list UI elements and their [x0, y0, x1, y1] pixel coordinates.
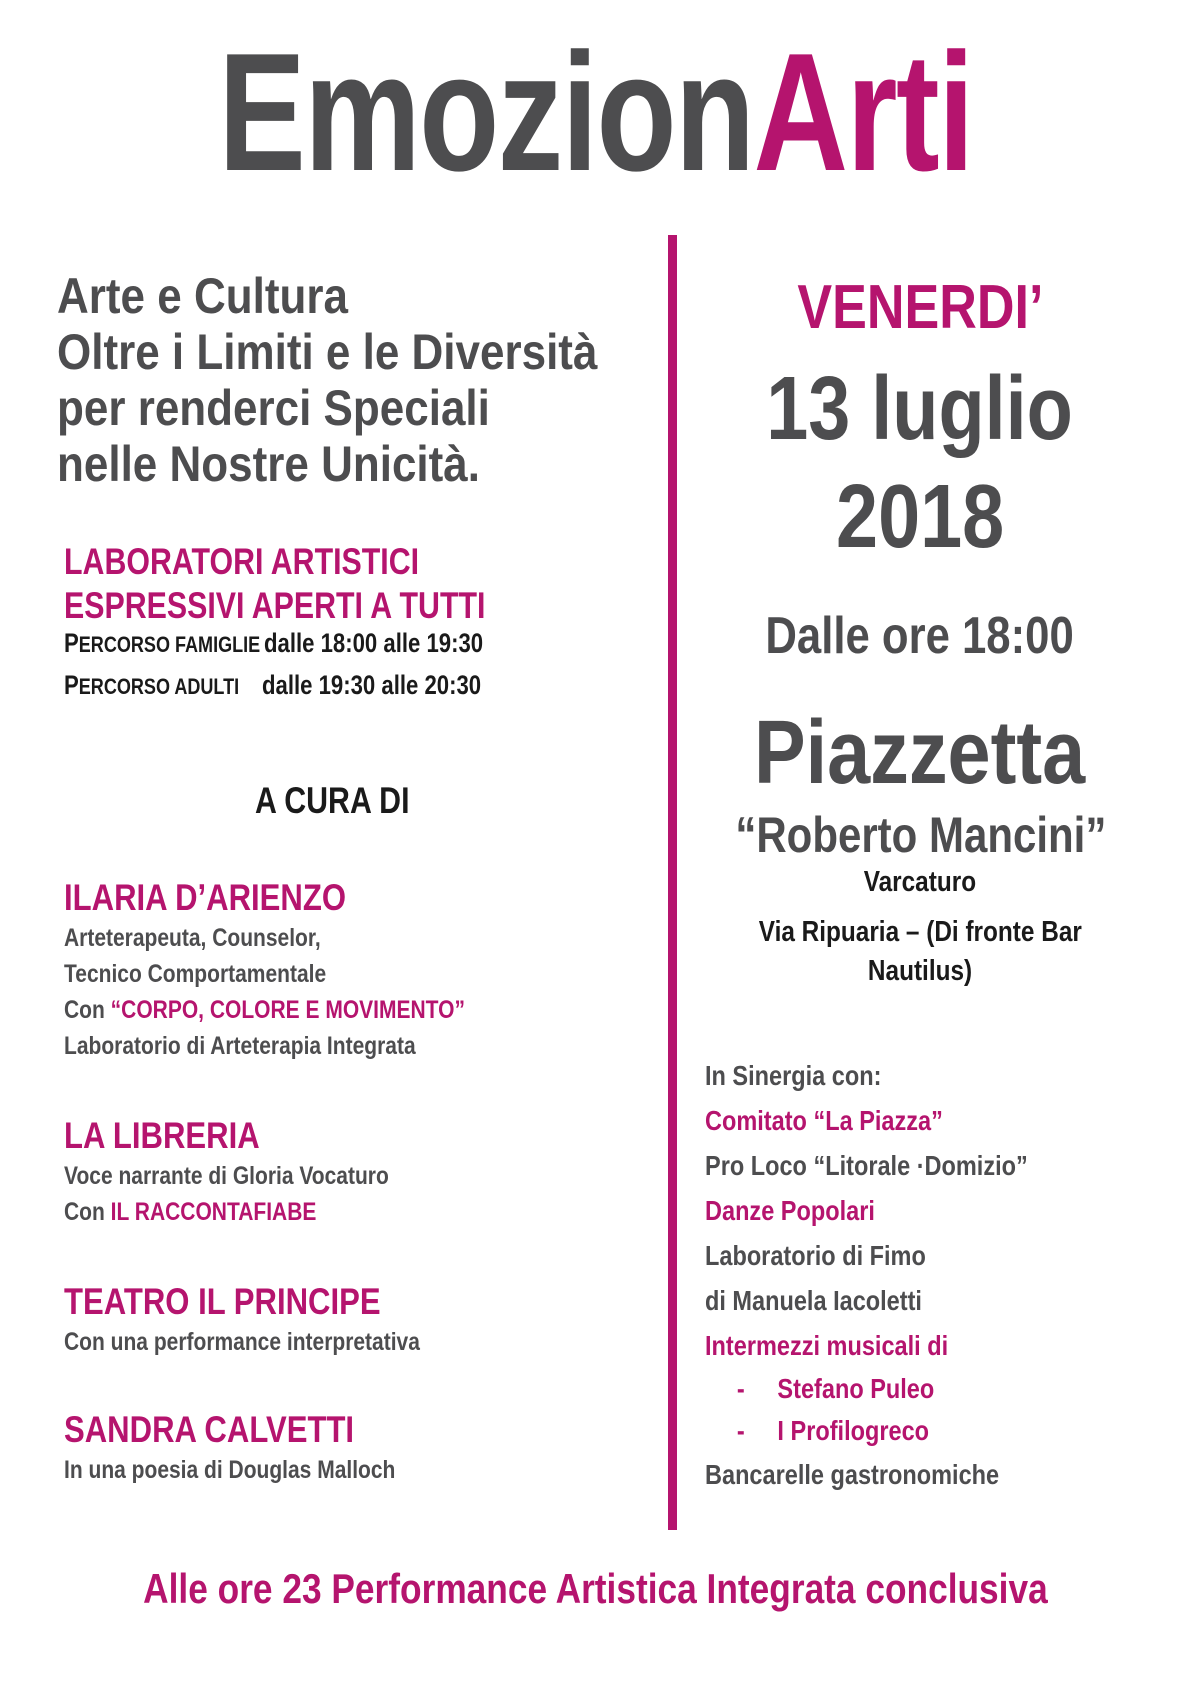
intro-line: nelle Nostre Unicità.	[57, 436, 481, 492]
event-town	[700, 866, 1140, 899]
laboratori-heading-line: ESPRESSIVI APERTI A TUTTI	[64, 585, 486, 626]
intro-line: Arte e Cultura	[57, 268, 348, 324]
poster-title	[0, 18, 1191, 206]
sinergia-item: Comitato “La Piazza”	[705, 1105, 943, 1136]
footer-text: Alle ore 23 Performance Artistica Integrata conclusiva	[143, 1565, 1048, 1612]
sinergia-list	[705, 1053, 1089, 1497]
a-cura-di-heading: A CURA DI	[255, 780, 410, 821]
sinergia-item: Pro Loco “Litorale ·Domizio”	[705, 1150, 1028, 1181]
curatore-con-highlight: “CORPO, COLORE E MOVIMENTO”	[110, 996, 465, 1024]
event-date-text: 13 luglio	[766, 359, 1074, 459]
event-town-text: Varcaturo	[863, 866, 977, 898]
percorso-cap: P	[64, 670, 79, 700]
musician-item	[705, 1368, 1028, 1410]
percorso-cap: P	[64, 628, 79, 658]
curatore-desc: Con una performance interpretativa	[64, 1328, 420, 1356]
curatore-libreria	[64, 1114, 451, 1230]
musician-name: Stefano Puleo	[777, 1373, 935, 1404]
event-address-1	[700, 916, 1140, 949]
event-address-text: Via Ripuaria – (Di fronte Bar	[758, 916, 1082, 948]
event-place-name-text: “Roberto Mancini”	[735, 807, 1107, 863]
event-date	[700, 358, 1140, 461]
intro-text	[57, 268, 671, 492]
bullet-dash: -	[736, 1415, 745, 1446]
bullet-dash: -	[736, 1373, 745, 1404]
curatore-con-prefix: Con	[64, 996, 111, 1024]
sinergia-item: Intermezzi musicali di	[705, 1330, 949, 1361]
curatore-desc: Tecnico Comportamentale	[64, 960, 327, 988]
percorso-name: ERCORSO FAMIGLIE	[78, 632, 261, 657]
sinergia-closing: Bancarelle gastronomiche	[705, 1459, 1000, 1490]
curatore-desc: Laboratorio di Arteterapia Integrata	[64, 1032, 416, 1060]
title-part-arti: Arti	[753, 18, 973, 206]
percorso-time: dalle 19:30 alle 20:30	[262, 670, 482, 700]
curatore-desc: In una poesia di Douglas Malloch	[64, 1456, 396, 1484]
percorso-time: dalle 18:00 alle 19:30	[264, 628, 484, 658]
sinergia-intro: In Sinergia con:	[705, 1060, 882, 1091]
curatore-con-highlight: IL RACCONTAFIABE	[110, 1198, 317, 1226]
event-day	[700, 272, 1140, 343]
curatore-name: SANDRA CALVETTI	[64, 1409, 355, 1450]
curatore-name: ILARIA D’ARIENZO	[64, 877, 347, 918]
intro-line: per renderci Speciali	[57, 380, 490, 436]
percorso-famiglie	[64, 628, 484, 659]
musician-item	[705, 1410, 1028, 1452]
musician-name: I Profilogreco	[777, 1415, 930, 1446]
event-day-text: VENERDI’	[797, 273, 1043, 342]
curatore-con-prefix: Con	[64, 1198, 111, 1226]
event-address-2	[700, 955, 1140, 988]
curatore-teatro	[64, 1280, 488, 1360]
event-time	[700, 606, 1140, 666]
event-year-text: 2018	[835, 467, 1005, 567]
title-part-emozion: Emozion	[218, 18, 754, 206]
event-place	[700, 702, 1140, 805]
curatore-ilaria	[64, 876, 541, 1064]
curatore-name: TEATRO IL PRINCIPE	[64, 1281, 381, 1322]
curatore-desc: Arteterapeuta, Counselor,	[64, 924, 321, 952]
event-address-text: Nautilus)	[867, 955, 973, 987]
laboratori-heading-line: LABORATORI ARTISTICI	[64, 541, 420, 582]
curatore-desc: Voce narrante di Gloria Vocaturo	[64, 1162, 389, 1190]
intro-line: Oltre i Limiti e le Diversità	[57, 324, 598, 380]
event-place-text: Piazzetta	[754, 703, 1086, 803]
event-time-text: Dalle ore 18:00	[765, 607, 1075, 665]
sinergia-item: di Manuela Iacoletti	[705, 1285, 922, 1316]
percorso-adulti	[64, 670, 482, 701]
curatore-name: LA LIBRERIA	[64, 1115, 260, 1156]
event-year	[700, 466, 1140, 569]
sinergia-item: Laboratorio di Fimo	[705, 1240, 926, 1271]
curatore-sandra	[64, 1408, 459, 1488]
laboratori-heading	[64, 540, 578, 628]
footer-banner	[0, 1565, 1191, 1613]
event-place-name	[700, 806, 1140, 864]
percorso-name: ERCORSO ADULTI	[78, 674, 240, 699]
sinergia-item: Danze Popolari	[705, 1195, 875, 1226]
